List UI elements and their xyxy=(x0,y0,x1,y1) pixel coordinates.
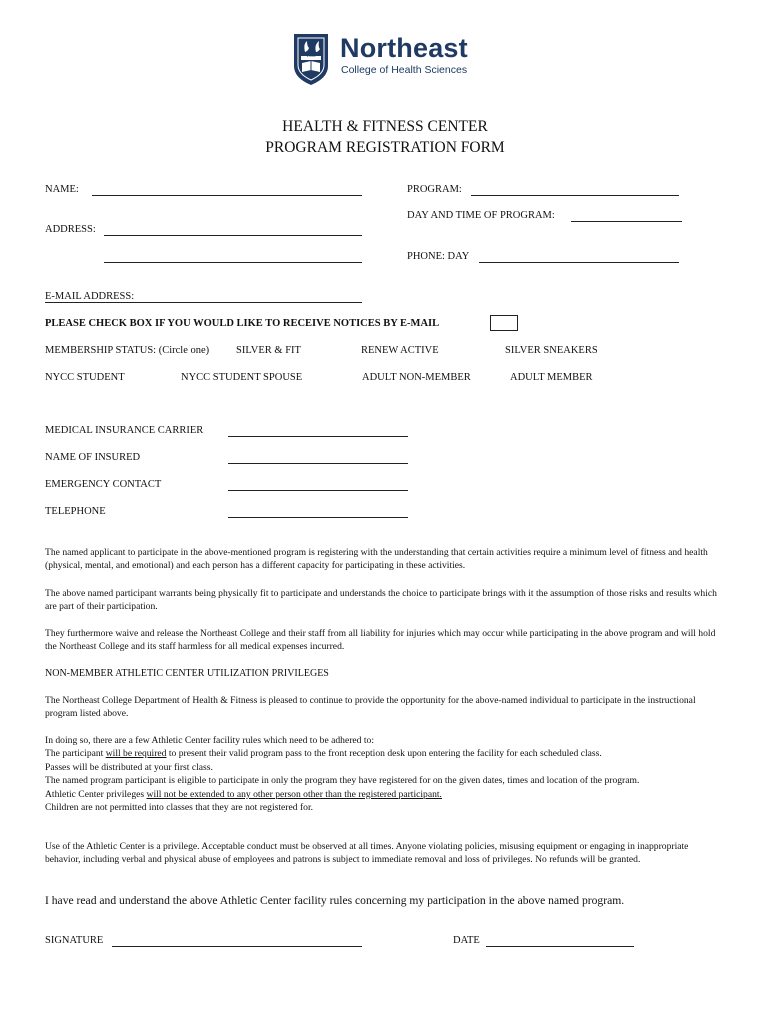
rule-privileges-not-extended: Athletic Center privileges will not be extended to any other person other than the registered participant. xyxy=(45,788,442,800)
shield-year: 1906 xyxy=(306,53,316,58)
date-label: DATE xyxy=(453,935,480,946)
logo-college-name: Northeast xyxy=(340,33,468,63)
name-of-insured-field[interactable] xyxy=(228,463,408,464)
address-label: ADDRESS: xyxy=(45,224,96,235)
membership-option-nycc-student[interactable]: NYCC STUDENT xyxy=(45,372,125,383)
paragraph-liability-waiver: They furthermore waive and release the Northeast College and their staff from all liability for injuries which may occur while participating in the above program and will hold the Northeast College and its staff harmless for all medical expenses incurred. xyxy=(45,628,716,653)
logo-college-subtitle: College of Health Sciences xyxy=(341,64,468,76)
insurance-carrier-field[interactable] xyxy=(228,436,408,437)
paragraph-conduct-policy: Use of the Athletic Center is a privilege. Acceptable conduct must be observed at all times. Anyone violating policies, misusing equipment or engaging in inappropriate behavior, including verbal and physical abuse of employees and patrons is subject to immediate removal and loss of privileges. No refunds will be granted. xyxy=(45,841,689,866)
membership-status-label: MEMBERSHIP STATUS: (Circle one) xyxy=(45,345,210,356)
email-label: E-MAIL ADDRESS: xyxy=(45,291,135,302)
membership-option-renew-active[interactable]: RENEW ACTIVE xyxy=(361,345,439,356)
program-label: PROGRAM: xyxy=(407,184,462,195)
college-shield-icon xyxy=(292,32,330,86)
signature-field[interactable] xyxy=(112,946,362,947)
form-title-line1: HEALTH & FITNESS CENTER xyxy=(282,118,488,135)
telephone-field[interactable] xyxy=(228,517,408,518)
phone-day-field[interactable] xyxy=(479,262,679,263)
rule-registered-program-only: The named program participant is eligible to participate in only the program they have registered for on the given dates, times and location of the program. xyxy=(45,775,640,787)
membership-option-nycc-student-spouse[interactable]: NYCC STUDENT SPOUSE xyxy=(181,372,303,383)
paragraph-fitness-requirements: The named applicant to participate in the above-mentioned program is registering with the understanding that certain activities require a minimum level of fitness and health (physical, mental, and emotional) and each person has a different capacity for participating in these activities. xyxy=(45,547,708,572)
rule-passes-distributed: Passes will be distributed at your first class. xyxy=(45,761,213,773)
insurance-carrier-label: MEDICAL INSURANCE CARRIER xyxy=(45,425,204,436)
email-notice-checkbox[interactable] xyxy=(490,315,518,331)
section-heading-privileges: NON-MEMBER ATHLETIC CENTER UTILIZATION PRIVILEGES xyxy=(45,668,329,679)
address-field-line1[interactable] xyxy=(104,235,362,236)
rule-children-not-permitted: Children are not permitted into classes that they are not registered for. xyxy=(45,802,314,814)
day-time-field[interactable] xyxy=(571,221,682,222)
membership-option-adult-member[interactable]: ADULT MEMBER xyxy=(510,372,593,383)
rules-intro: In doing so, there are a few Athletic Center facility rules which need to be adhered to: xyxy=(45,735,374,746)
acknowledgement-statement: I have read and understand the above Athletic Center facility rules concerning my participation in the above named program. xyxy=(45,894,625,907)
signature-label: SIGNATURE xyxy=(45,935,104,946)
paragraph-program-opportunity: The Northeast College Department of Health & Fitness is pleased to continue to provide the opportunity for the above-named individual to participate in the instructional program listed above. xyxy=(45,695,696,720)
paragraph-fitness-warranty: The above named participant warrants being physically fit to participate and understands the choice to participate brings with it the assumption of those risks and results which are part of their participation. xyxy=(45,588,717,613)
facility-rules-block xyxy=(45,734,720,814)
membership-option-silver-fit[interactable]: SILVER & FIT xyxy=(236,345,301,356)
rule-program-pass: The participant will be required to present their valid program pass to the front reception desk upon entering the facility for each scheduled class. xyxy=(45,748,602,760)
email-field[interactable] xyxy=(45,302,362,303)
membership-option-adult-non-member[interactable]: ADULT NON-MEMBER xyxy=(362,372,471,383)
form-title-line2: PROGRAM REGISTRATION FORM xyxy=(265,139,505,156)
emergency-contact-label: EMERGENCY CONTACT xyxy=(45,479,162,490)
name-label: NAME: xyxy=(45,184,79,195)
phone-day-label: PHONE: DAY xyxy=(407,251,470,262)
emergency-contact-field[interactable] xyxy=(228,490,408,491)
email-notice-label: PLEASE CHECK BOX IF YOU WOULD LIKE TO RECEIVE NOTICES BY E-MAIL xyxy=(45,318,440,329)
day-time-label: DAY AND TIME OF PROGRAM: xyxy=(407,210,555,221)
date-field[interactable] xyxy=(486,946,634,947)
program-field[interactable] xyxy=(471,195,679,196)
college-logo xyxy=(292,32,492,88)
membership-option-silver-sneakers[interactable]: SILVER SNEAKERS xyxy=(505,345,598,356)
name-of-insured-label: NAME OF INSURED xyxy=(45,452,141,463)
address-field-line2[interactable] xyxy=(104,262,362,263)
name-field[interactable] xyxy=(92,195,362,196)
telephone-label: TELEPHONE xyxy=(45,506,106,517)
